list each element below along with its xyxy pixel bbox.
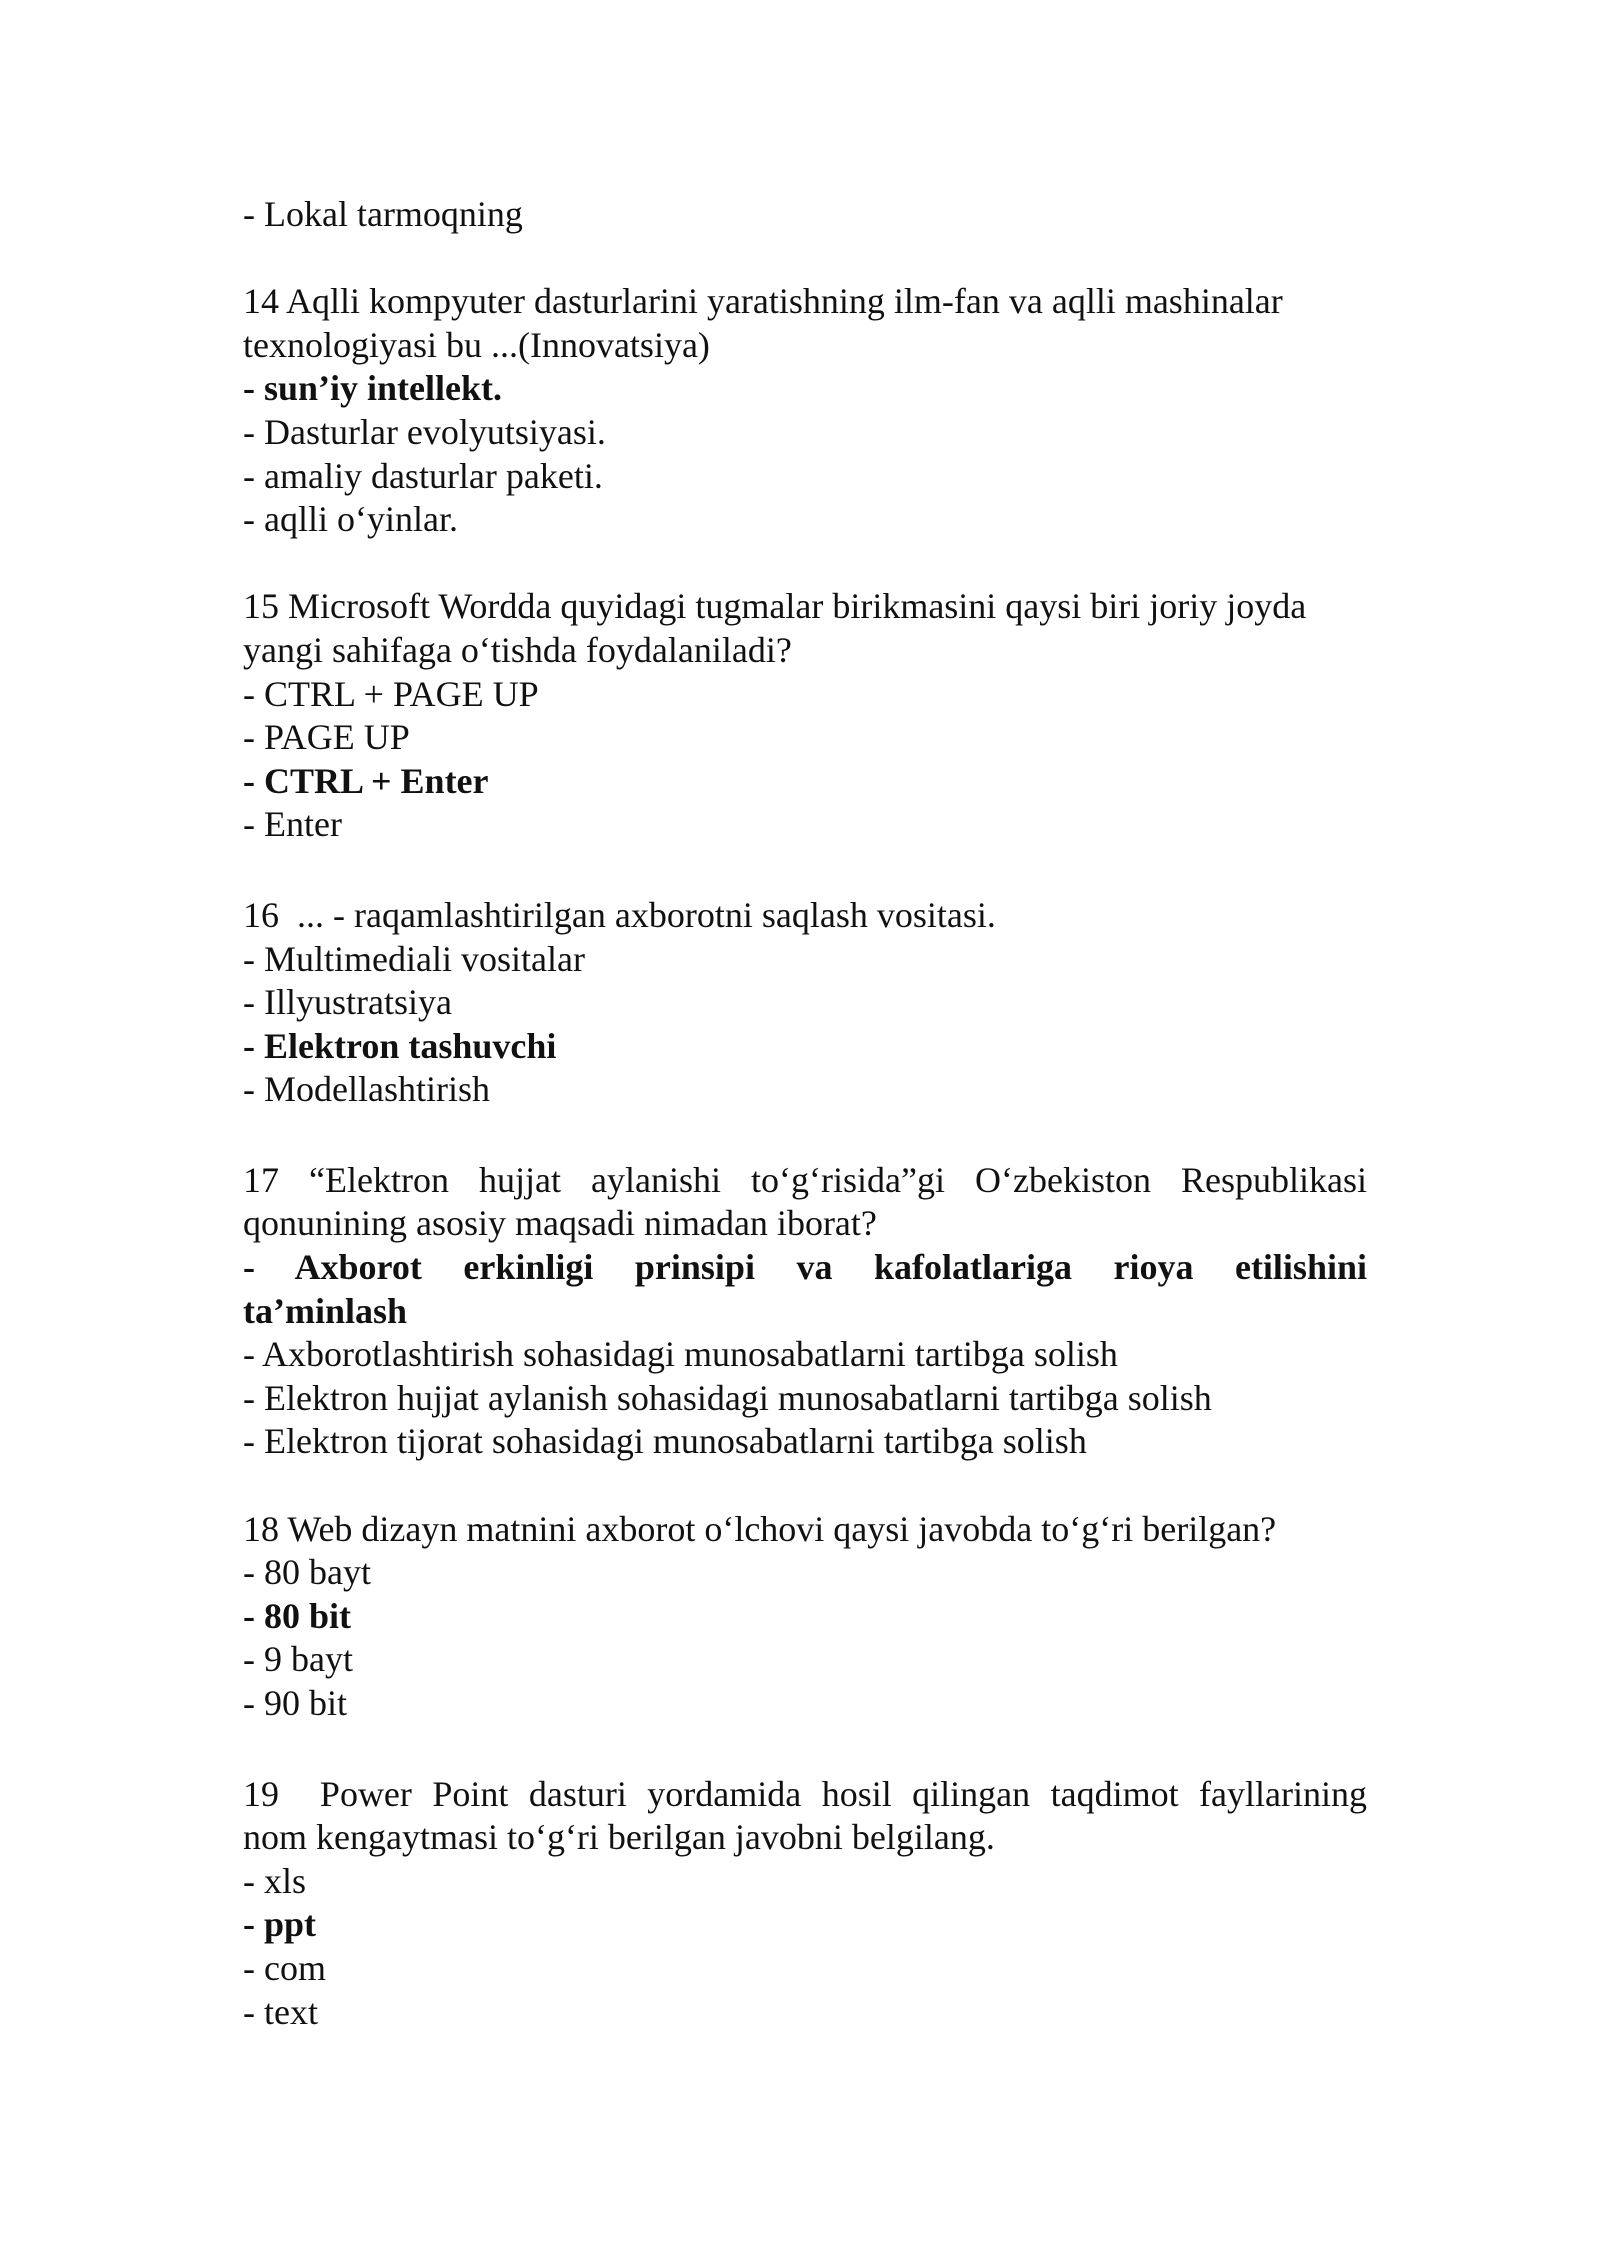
prev-answer-fragment: - Lokal tarmoqning [243,194,523,234]
spacer [243,1726,1367,1773]
answer-option: - 9 bayt [243,1639,353,1680]
answer-option: - amaliy dasturlar paketi. [243,455,603,496]
answer-option-correct: - CTRL + Enter [243,760,489,801]
answer-option: - aqlli o‘yinlar. [243,499,458,540]
answer-option-correct: ta’minlash [243,1290,408,1331]
question-text: 18 Web dizayn matnini axborot o‘lchovi qaysi javobda to‘g‘ri berilgan? [243,1508,1277,1549]
answer-option: - 90 bit [243,1683,347,1723]
answer-option: - 80 bayt [243,1552,371,1593]
spacer [243,1112,1367,1159]
answer-option: - Illyustratsiya [243,982,452,1023]
answer-option: - Enter [243,804,342,845]
answer-option: - Elektron hujjat aylanish sohasidagi munosabatlarni tartibga solish [243,1377,1212,1418]
question-14 [243,280,1367,542]
question-text: texnologiyasi bu ...(Innovatsiya) [243,324,710,365]
answer-option: - CTRL + PAGE UP [243,673,539,714]
answer-option-correct: - Axborot erkinligi prinsipi va kafolatlariga rioya etilishini [243,1247,1367,1288]
answer-option: - Modellashtirish [243,1069,490,1110]
question-text: nom kengaytmasi to‘g‘ri berilgan javobni belgilang. [243,1817,995,1858]
answer-option: - xls [243,1860,306,1901]
answer-option: - Dasturlar evolyutsiyasi. [243,411,606,452]
spacer [243,1464,1367,1508]
answer-option-correct: - Elektron tashuvchi [243,1025,557,1066]
question-text: yangi sahifaga o‘tishda foydalaniladi? [243,629,792,670]
spacer [243,542,1367,586]
question-18 [243,1508,1367,1726]
question-19 [243,1773,1367,2035]
spacer [243,237,1367,281]
answer-option-correct: - 80 bit [243,1595,351,1636]
spacer [243,847,1367,894]
question-17 [243,1159,1367,1464]
question-text: 17 “Elektron hujjat aylanishi to‘g‘risida”gi O‘zbekiston Respublikasi [243,1159,1367,1200]
answer-option: - PAGE UP [243,717,410,758]
question-16 [243,894,1367,1112]
question-15 [243,585,1367,847]
question-text: 15 Microsoft Wordda quyidagi tugmalar birikmasini qaysi biri joriy joyda [243,586,1307,627]
answer-option-correct: - sun’iy intellekt. [243,368,503,409]
answer-option-correct: - ppt [243,1904,317,1945]
answer-option: - Elektron tijorat sohasidagi munosabatlarni tartibga solish [243,1421,1087,1462]
question-text: qonunining asosiy maqsadi nimadan iborat? [243,1203,877,1244]
answer-option: - Multimediali vositalar [243,938,585,979]
answer-option: - com [243,1947,326,1988]
answer-option: - Axborotlashtirish sohasidagi munosabatlarni tartibga solish [243,1334,1118,1375]
document-page [243,193,1367,2034]
question-text: 16 ... - raqamlashtirilgan axborotni saqlash vositasi. [243,894,996,935]
question-text: 14 Aqlli kompyuter dasturlarini yaratishning ilm-fan va aqlli mashinalar [243,281,1283,322]
answer-option: - text [243,1991,318,2032]
question-text: 19 Power Point dasturi yordamida hosil qilingan taqdimot fayllarining [243,1773,1367,1814]
